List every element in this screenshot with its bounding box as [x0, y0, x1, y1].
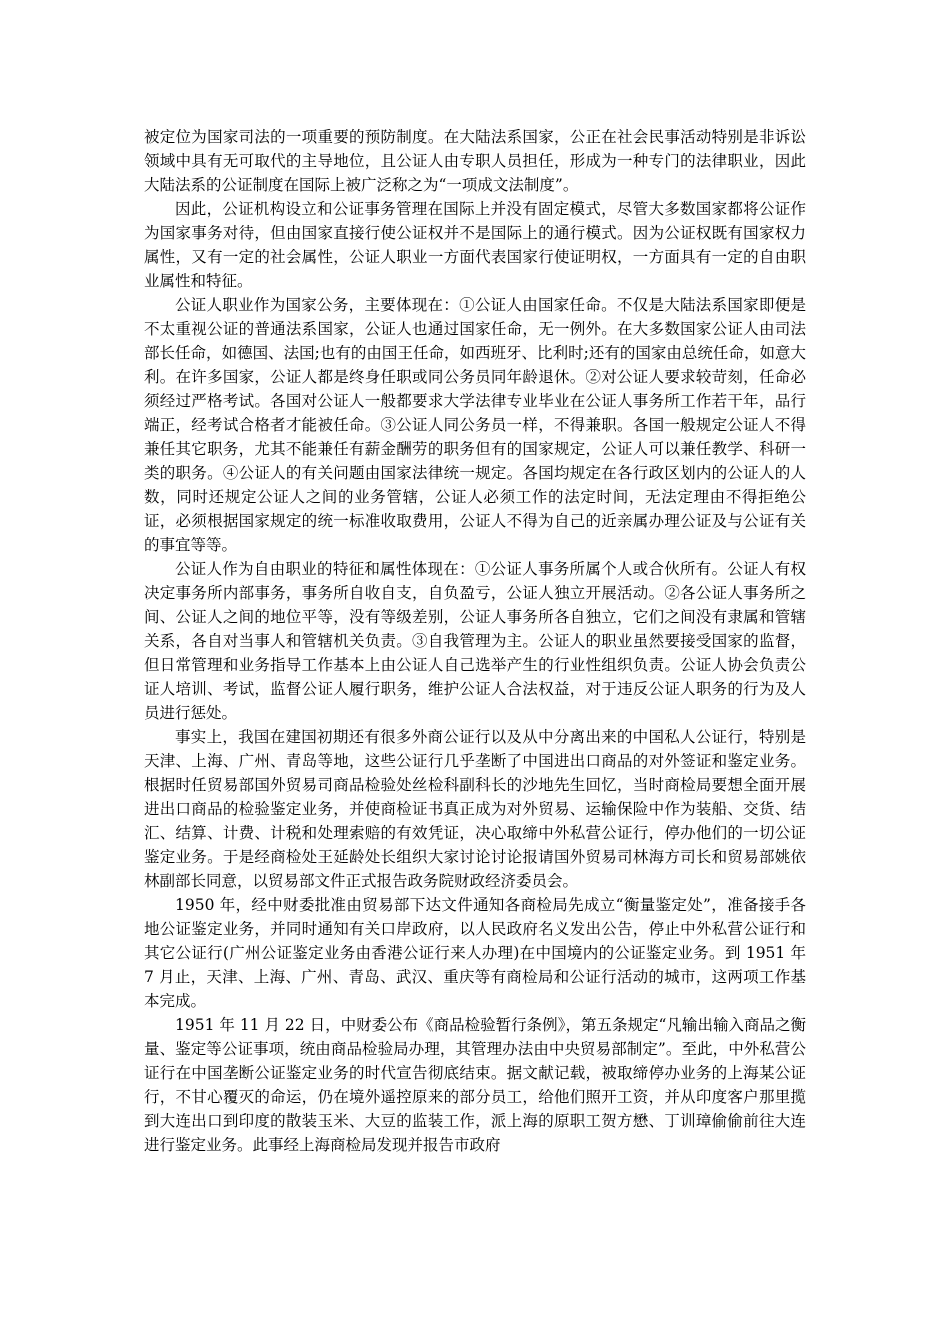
document-body — [144, 125, 806, 1157]
paragraph-5: 事实上，我国在建国初期还有很多外商公证行以及从中分离出来的中国私人公证行，特别是天津、上海、广州、青岛等地，这些公证行几乎垄断了中国进出口商品的对外签证和鉴定业务。根据时任贸易部国外贸易司商品检验处丝检科副科长的沙地先生回忆，当时商检局要想全面开展进出口商品的检验鉴定业务，并使商检证书真正成为对外贸易、运输保险中作为装船、交货、结汇、结算、计费、计税和处理索赔的有效凭证，决心取缔中外私营公证行，停办他们的一切公证鉴定业务。于是经商检处王延龄处长组织大家讨论讨论报请国外贸易司林海方司长和贸易部姚依林副部长同意，以贸易部文件正式报告政务院财政经济委员会。 — [144, 728, 806, 890]
paragraph-4: 公证人作为自由职业的特征和属性体现在：①公证人事务所属个人或合伙所有。公证人有权决定事务所内部事务，事务所自收自支，自负盈亏，公证人独立开展活动。②各公证人事务所之间、公证人之间的地位平等，没有等级差别，公证人事务所各自独立，它们之间没有隶属和管辖关系，各自对当事人和管辖机关负责。③自我管理为主。公证人的职业虽然要接受国家的监督，但日常管理和业务指导工作基本上由公证人自己选举产生的行业性组织负责。公证人协会负责公证人培训、考试，监督公证人履行职务，维护公证人合法权益，对于违反公证人职务的行为及人员进行惩处。 — [144, 560, 806, 722]
paragraph-7: 1951 年 11 月 22 日，中财委公布《商品检验暂行条例》，第五条规定“凡输出输入商品之衡量、鉴定等公证事项，统由商品检验局办理，其管理办法由中央贸易部制定”。至此，中外私营公证行在中国垄断公证鉴定业务的时代宣告彻底结束。据文献记载，被取缔停办业务的上海某公证行，不甘心覆灭的命运，仍在境外遥控原来的部分员工，给他们照开工资，并从印度客户那里揽到大连出口到印度的散装玉米、大豆的监装工作，派上海的原职工贺方懋、丁训璋偷偷前往大连进行鉴定业务。此事经上海商检局发现并报告市政府 — [144, 1016, 806, 1154]
paragraph-3: 公证人职业作为国家公务，主要体现在：①公证人由国家任命。不仅是大陆法系国家即便是不太重视公证的普通法系国家，公证人也通过国家任命，无一例外。在大多数国家公证人由司法部长任命，如德国、法国;也有的由国王任命，如西班牙、比利时;还有的国家由总统任命，如意大利。在许多国家，公证人都是终身任职或同公务员同年龄退休。②对公证人要求较苛刻，任命必须经过严格考试。各国对公证人一般都要求大学法律专业毕业在公证人事务所工作若干年，品行端正，经考试合格者才能被任命。③公证人同公务员一样，不得兼职。各国一般规定公证人不得兼任其它职务，尤其不能兼任有薪金酬劳的职务但有的国家规定，公证人可以兼任教学、科研一类的职务。④公证人的有关问题由国家法律统一规定。各国均规定在各行政区划内的公证人的人数，同时还规定公证人之间的业务管辖，公证人必须工作的法定时间，无法定理由不得拒绝公证，必须根据国家规定的统一标准收取费用，公证人不得为自己的近亲属办理公证及与公证有关的事宜等等。 — [144, 296, 806, 554]
paragraph-1: 被定位为国家司法的一项重要的预防制度。在大陆法系国家，公正在社会民事活动特别是非诉讼领域中具有无可取代的主导地位，且公证人由专职人员担任，形成为一种专门的法律职业，因此大陆法系的公证制度在国际上被广泛称之为“一项成文法制度”。 — [144, 128, 806, 194]
paragraph-6: 1950 年，经中财委批准由贸易部下达文件通知各商检局先成立“衡量鉴定处”，准备接手各地公证鉴定业务，并同时通知有关口岸政府，以人民政府名义发出公告，停止中外私营公证行和其它公证行(广州公证鉴定业务由香港公证行来人办理)在中国境内的公证鉴定业务。到 1951 年 7 月止，天津、上海、广州、青岛、武汉、重庆等有商检局和公证行活动的城市，这两项工作基本完成。 — [144, 896, 806, 1010]
paragraph-2: 因此，公证机构设立和公证事务管理在国际上并没有固定模式，尽管大多数国家都将公证作为国家事务对待，但由国家直接行使公证权并不是国际上的通行模式。因为公证权既有国家权力属性，又有一定的社会属性，公证人职业一方面代表国家行使证明权，一方面具有一定的自由职业属性和特征。 — [144, 200, 806, 290]
